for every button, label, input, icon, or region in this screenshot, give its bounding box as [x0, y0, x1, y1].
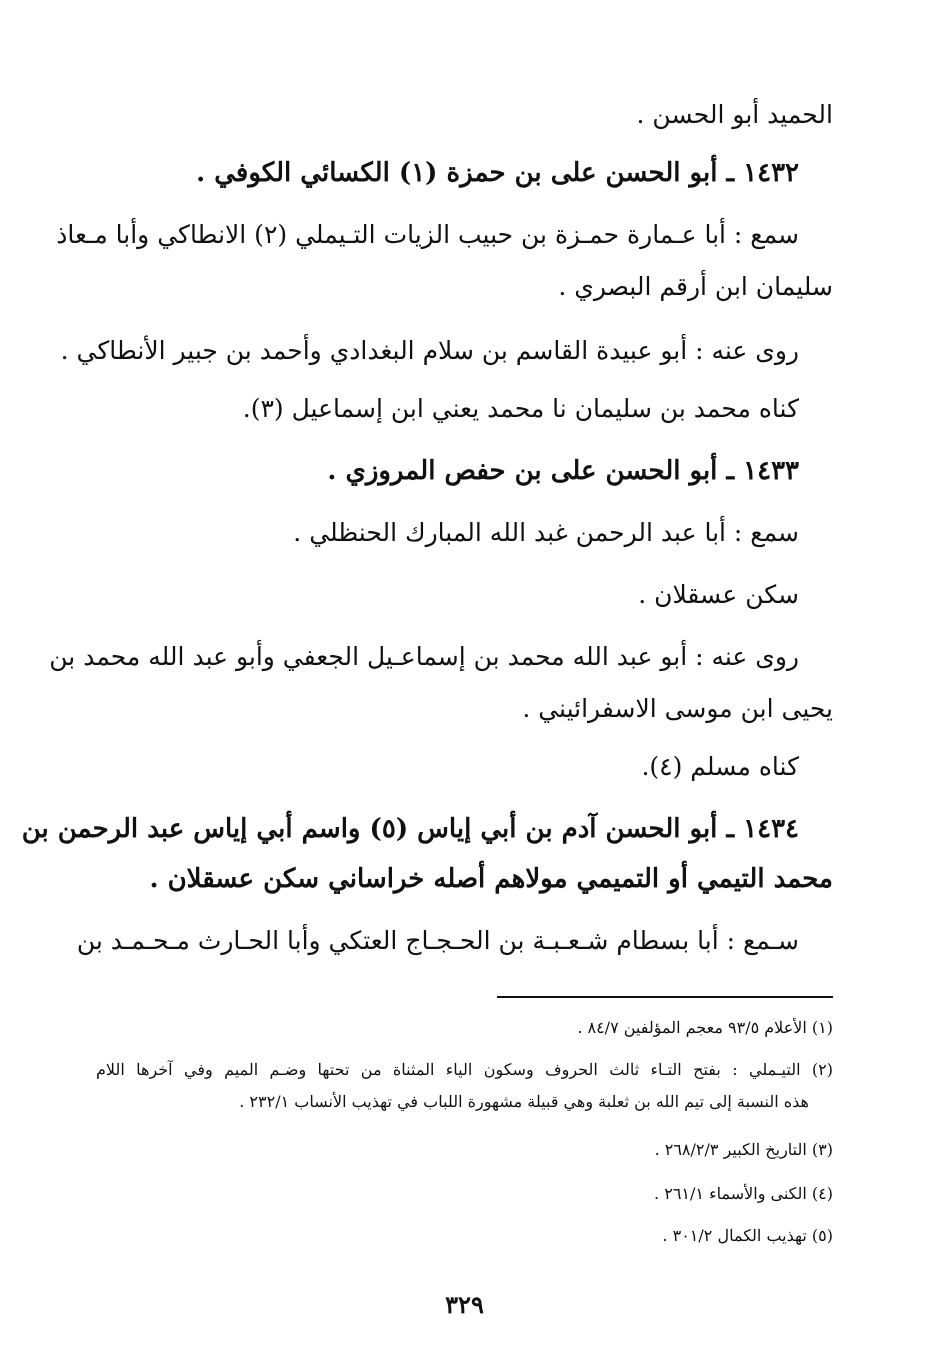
footnote-5: (٥) تهذيب الكمال ٣٠١/٢ .	[662, 1226, 833, 1245]
footnote-2: (٢) التيـملي : بفتح التـاء ثالث الحروف وسكون الياء المثناة من تحتها وضـم الميم وفي آخرها اللام	[96, 1060, 833, 1079]
continuation-line: الحميد أبو الحسن .	[636, 100, 833, 129]
footnote-1: (١) الأعلام ٩٣/٥ معجم المؤلفين ٨٤/٧ .	[577, 1018, 833, 1037]
entry-1433-narrated-by-cont: يحيى ابن موسى الاسفرائيني .	[522, 694, 833, 723]
entry-1432-kunya: كناه محمد بن سليمان نا محمد يعني ابن إسماعيل (٣).	[242, 394, 799, 423]
entry-1433-residence: سكن عسقلان .	[638, 580, 799, 609]
footnote-separator	[497, 996, 833, 998]
entry-1433-heard-from: سمع : أبا عبد الرحمن غبد الله المبارك الحنظلي .	[293, 518, 799, 547]
entry-1432-heard-from: سمع : أبا عـمارة حمـزة بن حبيب الزيات التـيملي (٢) الانطاكي وأبا مـعاذ	[56, 220, 799, 249]
entry-1433-narrated-by: روى عنه : أبو عبد الله محمد بن إسماعـيل الجعفي وأبو عبد الله محمد بن	[49, 642, 799, 671]
page-number: ٣٢٩	[445, 1290, 484, 1319]
entry-1434-heading-cont: محمد التيمي أو التميمي مولاهم أصله خراساني سكن عسقلان .	[149, 864, 833, 894]
entry-1432-heard-from-cont: سليمان ابن أرقم البصري .	[558, 272, 833, 301]
footnote-3: (٣) التاريخ الكبير ٢٦٨/٢/٣ .	[654, 1140, 833, 1159]
footnote-2-cont: هذه النسبة إلى تيم الله بن ثعلبة وهي قبيلة مشهورة اللباب في تهذيب الأنساب ٢٣٢/١ .	[239, 1092, 809, 1111]
entry-1432-narrated-by: روى عنه : أبو عبيدة القاسم بن سلام البغدادي وأحمد بن جبير الأنطاكي .	[60, 336, 799, 365]
entry-1434-heading: ١٤٣٤ ـ أبو الحسن آدم بن أبي إياس (٥) واسم أبي إياس عبد الرحمن بن	[21, 814, 799, 844]
footnote-4: (٤) الكنى والأسماء ٢٦١/١ .	[654, 1184, 833, 1203]
entry-1432-heading: ١٤٣٢ ـ أبو الحسن على بن حمزة (١) الكسائي الكوفي .	[196, 158, 799, 188]
entry-1433-heading: ١٤٣٣ ـ أبو الحسن على بن حفص المروزي .	[327, 456, 799, 486]
entry-1434-heard-from: سـمع : أبا بسطام شـعـبـة بن الحـجـاج العتكي وأبا الحـارث مـحـمـد بن	[76, 926, 799, 955]
entry-1433-kunya: كناه مسلم (٤).	[641, 752, 799, 781]
